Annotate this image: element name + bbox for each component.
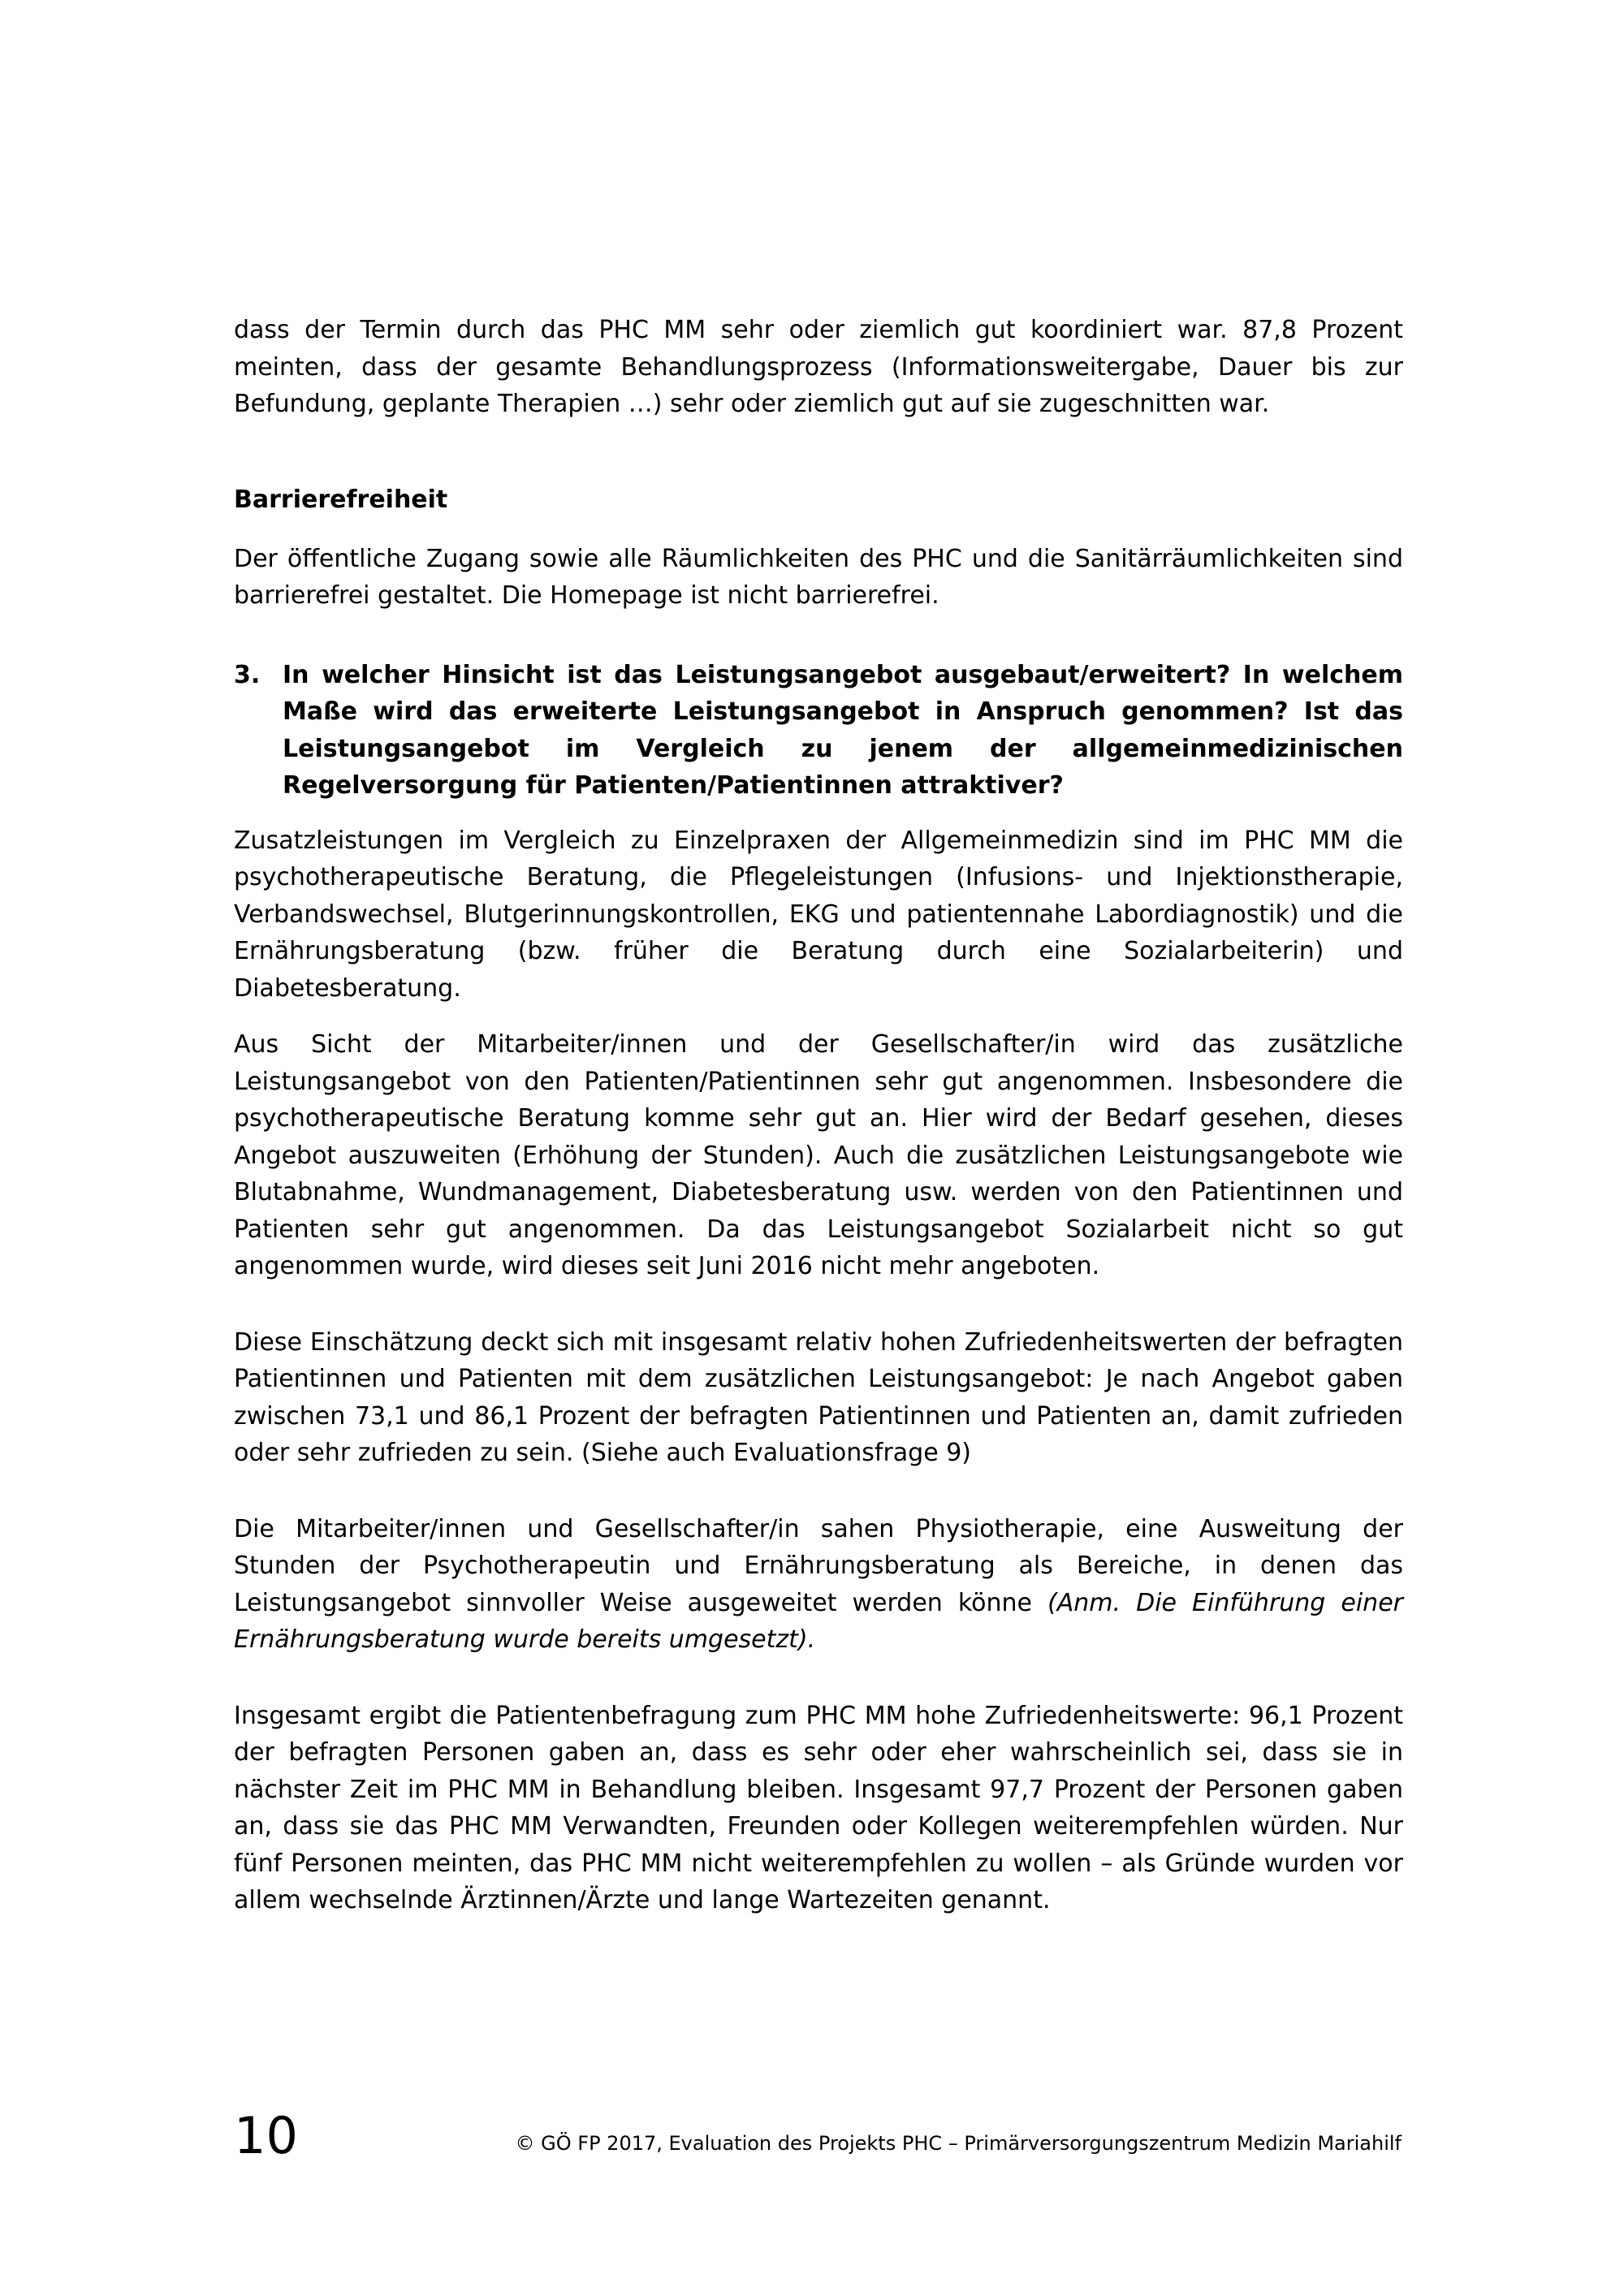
footer-copyright: © GÖ FP 2017, Evaluation des Projekts PHC – Primärversorgungszentrum Medizin Mariahilf (515, 2132, 1402, 2155)
paragraph-staff-view: Aus Sicht der Mitarbeiter/innen und der Gesellschafter/in wird das zusätzliche Leistungsangebot von den Patienten/Patientinnen sehr gut angenommen. Insbesondere die psychotherapeutische Beratung komme sehr gut an. Hier wird der Bedarf gesehen, dieses Angebot auszuweiten (Erhöhung der Stunden). Auch die zusätzlichen Leistungsangebote wie Blutabnahme, Wundmanagement, Diabetesberatung usw. werden von den Patientinnen und Patienten sehr gut angenommen. Da das Leistungsangebot Sozialarbeit nicht so gut angenommen wurde, wird dieses seit Juni 2016 nicht mehr angeboten. (234, 1030, 1403, 1280)
paragraph-coordination: dass der Termin durch das PHC MM sehr oder ziemlich gut koordiniert war. 87,8 Prozent meinten, dass der gesamte Behandlungsprozess (Informationsweitergabe, Dauer bis zur Befundung, geplante Therapien …) sehr oder ziemlich gut auf sie zugeschnitten war. (234, 316, 1403, 418)
section-heading-barrierefreiheit: Barrierefreiheit (234, 485, 448, 514)
evaluation-question (234, 657, 1403, 805)
paragraph-additional-services: Zusatzleistungen im Vergleich zu Einzelpraxen der Allgemeinmedizin sind im PHC MM die psychotherapeutische Beratung, die Pflegeleistungen (Infusions- und Injektionstherapie, Verbandswechsel, Blutgerinnungskontrollen, EKG und patientennahe Labordiagnostik) und die Ernährungsberatung (bzw. früher die Beratung durch eine Sozialarbeiterin) und Diabetesberatung. (234, 826, 1403, 1003)
paragraph-accessibility: Der öffentliche Zugang sowie alle Räumlichkeiten des PHC und die Sanitärräumlichkeiten sind barrierefrei gestaltet. Die Homepage ist nicht barrierefrei. (234, 544, 1403, 610)
question-number: 3. (234, 660, 261, 689)
question-text: In welcher Hinsicht ist das Leistungsangebot ausgebaut/erweitert? In welchem Maße wird das erweiterte Leistungsangebot in Anspruch genommen? Ist das Leistungsangebot im Vergleich zu jenem der allgemeinmedizinischen Regelversorgung für Patienten/Patientinnen attraktiver? (283, 660, 1403, 800)
paragraph-patient-survey: Insgesamt ergibt die Patientenbefragung zum PHC MM hohe Zufriedenheitswerte: 96,1 Prozent der befragten Personen gaben an, dass es sehr oder eher wahrscheinlich sei, dass sie in nächster Zeit im PHC MM in Behandlung bleiben. Insgesamt 97,7 Prozent der Personen gaben an, dass sie das PHC MM Verwandten, Freunden oder Kollegen weiterempfehlen würden. Nur fünf Personen meinten, das PHC MM nicht weiterempfehlen zu wollen – als Gründe wurden vor allem wechselnde Ärztinnen/Ärzte und lange Wartezeiten genannt. (234, 1701, 1403, 1914)
paragraph-expansion (234, 1511, 1403, 1659)
paragraph-satisfaction: Diese Einschätzung deckt sich mit insgesamt relativ hohen Zufriedenheitswerten der befragten Patientinnen und Patienten mit dem zusätzlichen Leistungsangebot: Je nach Angebot gaben zwischen 73,1 und 86,1 Prozent der befragten Patientinnen und Patienten an, damit zufrieden oder sehr zufrieden zu sein. (Siehe auch Evaluationsfrage 9) (234, 1327, 1403, 1467)
expansion-note: (Anm. Die Einführung einer Ernährungsberatung wurde bereits umgesetzt). (234, 1588, 1403, 1654)
page-number: 10 (234, 2106, 298, 2165)
page-body (234, 312, 1403, 1919)
expansion-text: Die Mitarbeiter/innen und Gesellschafter/in sahen Physiotherapie, eine Ausweitung der Stunden der Psychotherapeutin und Ernährungsberatung als Bereiche, in denen das Leistungsangebot sinnvoller Weise ausgeweitet werden könne (234, 1514, 1403, 1617)
